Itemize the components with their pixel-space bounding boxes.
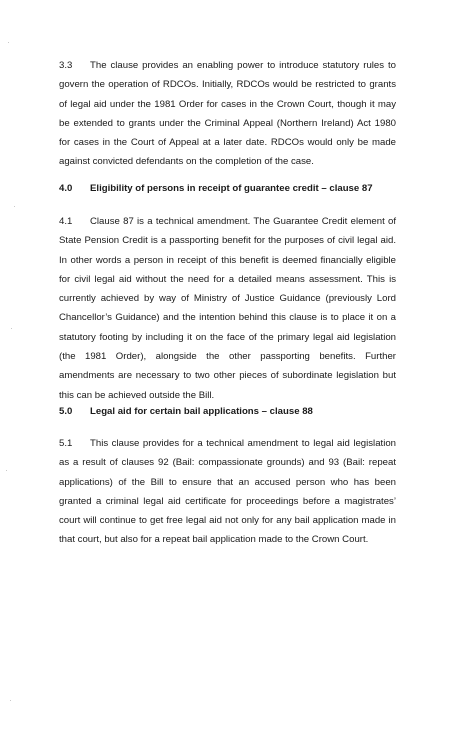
heading-text: Legal aid for certain bail applications – clause 88 [90, 406, 313, 417]
paragraph-number: 5.1 [59, 438, 73, 449]
paragraph-3-3 [59, 56, 396, 172]
paragraph-number: 3.3 [59, 60, 73, 71]
paragraph-number: 4.1 [59, 216, 73, 227]
heading-number: 4.0 [59, 183, 73, 194]
scan-speck [11, 328, 12, 329]
heading-number: 5.0 [59, 406, 73, 417]
paragraph-text: Clause 87 is a technical amendment. The Guarantee Credit element of State Pension Credit is a passporting benefit for the purposes of civil legal aid. In other words a person in receipt of this benefit is deemed financially eligible for civil legal aid without the need for a detailed means assessment. This is currently achieved by way of Ministry of Justice Guidance (previously Lord Chancellor’s Guidance) and the intention behind this clause is to place it on a statutory footing by including it on the face of the primary legal aid legislation (the 1981 Order), alongside the other passporting benefits. Further amendments are necessary to two other pieces of subordinate legislation but this can be achieved outside the Bill. [59, 216, 396, 401]
paragraph-text: This clause provides for a technical amendment to legal aid legislation as a result of clauses 92 (Bail: compassionate grounds) and 93 (Bail: repeat applications) of the Bill to ensure that an accused person who has been granted a criminal legal aid certificate for proceedings before a magistrates’ court will continue to get free legal aid not only for any bail application made in that court, but also for a repeat bail application made to the Crown Court. [59, 438, 396, 546]
paragraph-text: The clause provides an enabling power to introduce statutory rules to govern the operation of RDCOs. Initially, RDCOs would be restricted to grants of legal aid under the 1981 Order for cases in the Crown Court, though it may be extended to grants under the Criminal Appeal (Northern Ireland) Act 1980 for cases in the Court of Appeal at a later date. RDCOs would only be made against convicted defendants on the completion of the case. [59, 60, 396, 168]
section-heading-4-0 [59, 182, 396, 196]
scan-speck [10, 700, 11, 701]
scan-speck [6, 470, 7, 471]
scan-speck [8, 42, 9, 43]
paragraph-5-1 [59, 434, 396, 550]
section-heading-5-0 [59, 405, 396, 419]
heading-text: Eligibility of persons in receipt of guarantee credit – clause 87 [90, 183, 373, 194]
paragraph-4-1 [59, 212, 396, 405]
scan-speck [14, 206, 15, 207]
